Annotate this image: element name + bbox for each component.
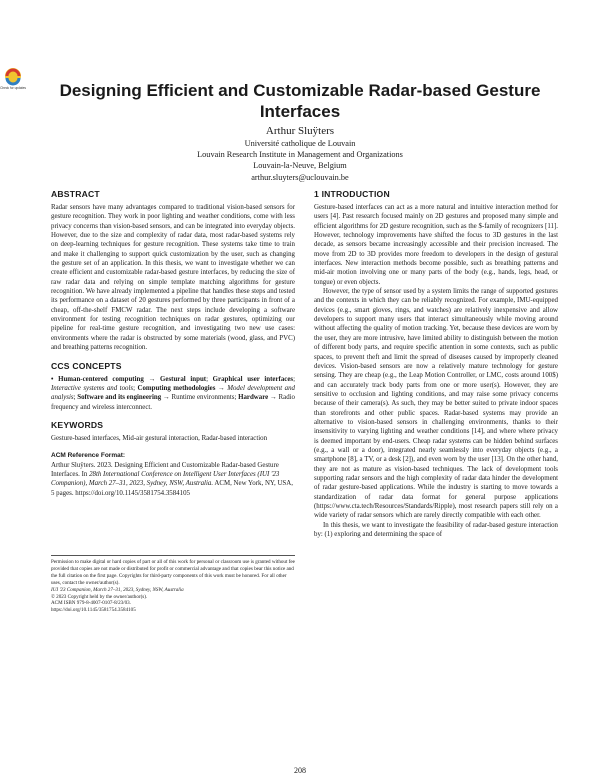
footnote-copyright: © 2023 Copyright held by the owner/author(s). — [51, 593, 148, 600]
ccs-section — [51, 361, 295, 412]
author-location: Louvain-la-Neuve, Belgium — [253, 161, 347, 171]
ccs-heading: CCS CONCEPTS — [51, 360, 122, 371]
check-for-updates-icon[interactable] — [2, 66, 24, 96]
footnote-permission: Permission to make digital or hard copies of part or all of this work for personal or classroom use is granted without fee provided that copies are not made or distributed for profit or commercial advantage and that copies bear this notice and the full citation on the first page. Copyrights for third-party components of this work must be honored. For all other uses, contact the owner/author(s). — [51, 559, 295, 586]
keywords-text: Gesture-based interfaces, Mid-air gestural interaction, Radar-based interaction — [51, 434, 268, 442]
footnote-doi[interactable]: https://doi.org/10.1145/3581754.3584105 — [51, 607, 136, 614]
author-institute: Louvain Research Institute in Management and Organizations — [197, 150, 403, 160]
intro-paragraph-2: However, the type of sensor used by a system limits the range of supported gestures and the contexts in which they can be reliably recognized. For example, IMU-equipped devices (e.g., smart gloves, rings, and watches) are relatively inexpensive and allow developers to support many users that interact simultaneously while moving around without affecting the quality of motion tracking. Yet, because these devices are worn by the user, they are more intrusive, have limited ability to distinguish between the motion of different body parts, and require specific attention in some contexts, such as public spaces, to prevent theft and limit the spread of diseases caused by improperly cleaned devices. Vision-based sensors are now a relatively mature technology for gesture sensing. They are cheap (e.g., the Leap Motion Controller, or LMC, costs around 100$) and can accurately track body parts from one or more user(s). However, they are sensitive to occlusion and lighting conditions, and may raise some privacy concerns because of their camera(s). As such, they may be better suited to private indoor spaces than storefronts and other public spaces. Radar-based systems may provide an alternative to vision-based sensors in challenging environments, thanks to their insensitivity to varying lighting and weather conditions [14], and where where privacy is deemed important by end-users. Cheap radar systems can be hidden behind surfaces (e.g., a wall or a door), integrated nearly seamlessly into everyday objects (e.g., a smartphone [8], a TV, or a desk [2]), and even worn by the user [13]. On the other hand, they are not as mature as vision-based techniques. The lack of development tools supporting radar sensors and the high complexity of radar data hinder the development of radar gesture-based applications. While the industry is starting to move towards a standardization of radar data format for general purpose applications (https://www.cta.tech/Resources/Standards/Ripple), most research papers still rely on a wide variety of radar sensors which are rarely directly compatible with each other. — [314, 288, 558, 520]
author-email[interactable]: arthur.sluyters@uclouvain.be — [251, 172, 349, 182]
svg-text:Check for updates: Check for updates — [0, 86, 26, 90]
keywords-heading: KEYWORDS — [51, 419, 104, 430]
reference-text: Arthur Sluÿters. 2023. Designing Efficient and Customizable Radar-based Gesture Interfaces. In 28th International Conference on Intelligent User Interfaces (IUI '23 Companion), March 27–31, 2023, Sydney, NSW, Australia. ACM, New York, NY, USA, 5 pages. https://doi.org/10.1145/3581754.3584105 — [51, 461, 293, 497]
page-number: 208 — [294, 766, 306, 775]
intro-paragraph-1: Gesture-based interfaces can act as a more natural and intuitive interaction method for users [4]. Past research focused mainly on 2D gestures and proposed many simple and efficient algorithms for 2D gesture recognition, such as the $-family of recognizers [11]. However, technology improvements have shifted the focus to 3D gestures in the last decade, as sensors became increasingly accessible and their precision increased. The move from 2D to 3D provides more freedom to developers in the design of gestural interfaces. New interaction methods become possible, such as breathing patterns and mid-air motion involving one or many parts of the body (e.g., hands, legs, head, or tongue) or even objects. — [314, 204, 558, 286]
acm-reference — [51, 451, 295, 498]
left-column — [51, 189, 295, 498]
introduction-heading: 1 INTRODUCTION — [314, 189, 390, 199]
abstract-text: Radar sensors have many advantages compared to traditional vision-based sensors for gesture recognition. They work in poor lighting and weather conditions, come with less privacy concerns than vision-based sensors, and can be integrated into everyday objects. However, due to the size and complexity of radar data, most radar-based systems rely on deep-learning techniques for gesture recognition. These systems take time to train and make it challenging to support quick customization by the user, such as changing the gesture set of an application. In this thesis, we want to investigate whether we can create efficient and customizable radar-based gesture interfaces, by reducing the size of raw radar data and relying on simple template matching algorithms for gesture recognition. We have already implemented a pipeline that handles these steps and tested its performance on a dataset of 20 gestures performed by three participants in front of a cheap, off-the-shelf FMCW radar. The next steps include developing a software environment for testing recognition techniques on radar gestures, optimizing our pipeline for real-time gesture recognition, and investigating two new use cases: environments where the radar is obstructed by some materials (wood, glass, and PVC) and breathing patterns recognition. — [51, 204, 295, 352]
right-column — [314, 189, 558, 539]
paper-title: Designing Efficient and Customizable Radar-based Gesture Interfaces — [59, 81, 541, 121]
reference-heading: ACM Reference Format: — [51, 452, 126, 460]
intro-paragraph-3: In this thesis, we want to investigate the feasibility of radar-based gesture interaction by: (1) exploring and determining the space of — [314, 521, 558, 539]
author-block — [40, 124, 560, 183]
footnote-isbn: ACM ISBN 979-8-4007-0107-8/23/03. — [51, 600, 131, 607]
ccs-text: • Human-centered computing → Gestural input; Graphical user interfaces; Interactive systems and tools; Computing methodologies → Model development and analysis; Software and its engineering → Runtime environments; Hardware → Radio frequency and wireless interconnect. — [51, 375, 296, 411]
footnote-venue: IUI '23 Companion, March 27–31, 2023, Sydney, NSW, Australia — [51, 586, 184, 593]
keywords-section — [51, 420, 295, 443]
author-name: Arthur Sluÿters — [265, 125, 335, 137]
author-affiliation: Université catholique de Louvain — [244, 139, 356, 148]
permission-footnote — [51, 555, 295, 614]
abstract-heading: ABSTRACT — [51, 189, 100, 199]
